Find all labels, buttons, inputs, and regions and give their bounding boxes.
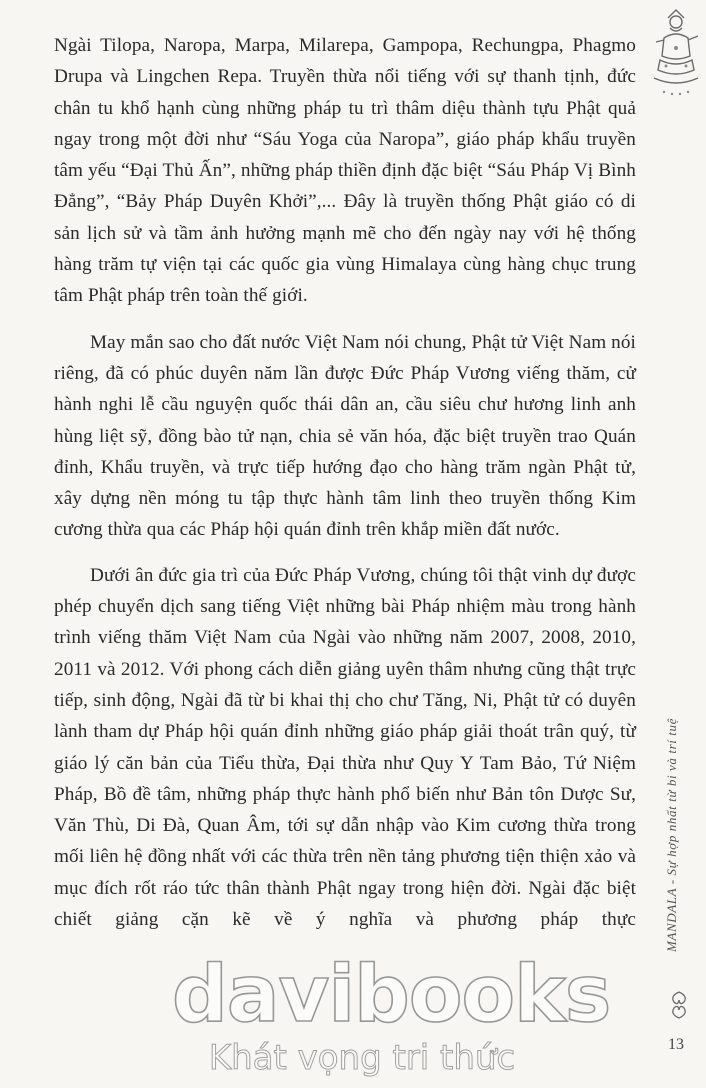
deity-ornament-icon <box>646 8 702 100</box>
running-head <box>664 650 694 1020</box>
swirl-ornament-icon <box>666 990 692 1020</box>
paragraph-2: May mắn sao cho đất nước Việt Nam nói chung, Phật tử Việt Nam nói riêng, đã có phúc duyên năm lần được Đức Pháp Vương viếng thăm, cử hành nghi lễ cầu nguyện quốc thái dân an, cầu siêu chư hương linh anh hùng liệt sỹ, đồng bào tử nạn, chia sẻ văn hóa, đặc biệt truyền trao Quán đỉnh, Khẩu truyền, và trực tiếp hướng đạo cho hàng trăm ngàn Phật tử, xây dựng nền móng tu tập thực hành tâm linh theo truyền thống Kim cương thừa qua các Pháp hội quán đỉnh trên khắp miền đất nước. <box>54 331 636 541</box>
paragraph-3: Dưới ân đức gia trì của Đức Pháp Vương, chúng tôi thật vinh dự được phép chuyển dịch sang tiếng Việt những bài Pháp nhiệm màu trong hành trình viếng thăm Việt Nam của Ngài vào những năm 2007, 2008, 2010, 2011 và 2012. Với phong cách diễn giảng uyên thâm nhưng cũng thật trực tiếp, sinh động, Ngài đã từ bi khai thị cho chư Tăng, Ni, Phật tử có duyên lành tham dự Pháp hội quán đỉnh những giáo pháp giải thoát trân quý, từ giáo lý căn bản của Tiểu thừa, Đại thừa như Quy Y Tam Bảo, Tứ Niệm Pháp, Bồ đề tâm, những pháp thực hành phổ biến như Bản tôn Dược Sư, Văn Thù, Di Đà, Quan Âm, tới sự dẫn nhập vào Kim cương thừa trong mối liên hệ đồng nhất với các thừa trên nền tảng phương tiện thiện xảo và mục đích rốt ráo tức thân thành Phật ngay trong hiện đời. Ngài đặc biệt chiết giảng cặn kẽ về ý nghĩa và phương pháp thực <box>54 564 636 931</box>
paragraph-1: Ngài Tilopa, Naropa, Marpa, Milarepa, Gampopa, Rechungpa, Phagmo Drupa và Lingchen Repa. Truyền thừa nổi tiếng với sự thanh tịnh, đức chân tu khổ hạnh cùng những pháp tu trì thâm diệu thành tựu Phật quả ngay trong một đời như “Sáu Yoga của Naropa”, giáo pháp khẩu truyền tâm yếu “Đại Thủ Ấn”, những pháp thiền định đặc biệt “Sáu Pháp Vị Bình Đẳng”, “Bảy Pháp Duyên Khởi”,... Đây là truyền thống Phật giáo có di sản lịch sử và tầm ảnh hưởng mạnh mẽ cho đến ngày nay với hệ thống hàng trăm tự viện tại các quốc gia vùng Himalaya cùng hàng chục trung tâm Phật pháp trên toàn thế giới. <box>54 35 636 307</box>
body-text <box>54 30 636 935</box>
page-number: 13 <box>668 1036 684 1053</box>
watermark-logo: davibooks <box>172 950 611 1040</box>
watermark-tagline: Khát vọng tri thức <box>208 1038 516 1078</box>
running-head-text: MANDALA - Sự hợp nhất từ bi và trí tuệ <box>664 718 679 952</box>
watermark <box>172 950 611 1086</box>
